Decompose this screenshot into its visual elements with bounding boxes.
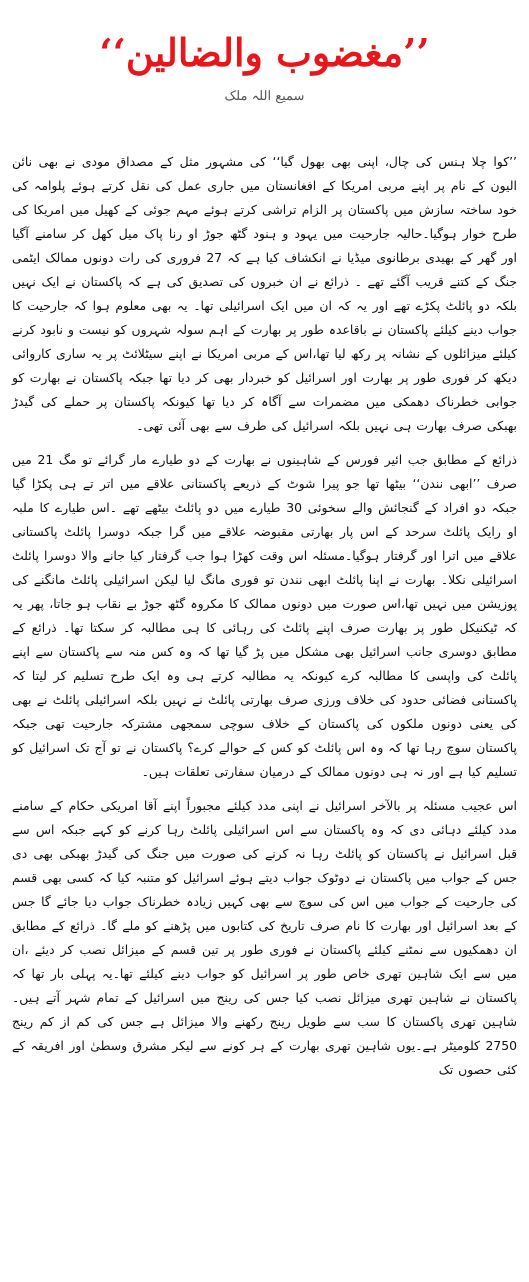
article-paragraph-3: اس عجیب مسئلہ پر بالآخر اسرائیل نے اپنی مدد کیلئے مجبوراً اپنے آقا امریکی حکام کے سامنے مدد کیلئے دہائی دی کہ وہ پاکستان سے اس اسرائیلی پائلٹ رہا کرنے کو کہے جبکہ اس سے قبل اسرائیل نے پاکستان کو پائلٹ رہا نہ کرنے کی صورت میں جنگ کی گیدڑ بھبکی بھی دی جس کے جواب میں پاکستان نے دوٹوک جواب دیتے ہوئے اسرائیل کو متنبہ کیا کہ کسی بھی قسم کی جارحیت کے جواب میں اس کی سوچ سے بھی کہیں زیادہ خطرناک جواب دیا جائے گا جس کے بعد اسرائیل اور بھارت کا نام صرف تاریخ کی کتابوں میں پڑھنے کو ملے گا۔ ذرائع کے مطابق ان دھمکیوں سے نمٹنے کیلئے پاکستان نے فوری طور پر تین قسم کے میزائل نصب کر دیئے ،ان میں سے ایک شاہین تھری خاص طور پر اسرائیل کو جواب دینے کیلئے تھا۔یہ پہلی بار تھا کہ پاکستان نے شاہین تھری میزائل نصب کیا جس کی رینج میں اسرائیل کے تمام شہر آتے ہیں۔شاہین تھری پاکستان کا سب سے طویل رینج رکھنے والا میزائل ہے جس کی کم از کم رینج 2750 کلومیٹر ہے۔یوں شاہین تھری بھارت کے ہر کونے سے لیکر مشرق وسطیٰ اور افریقہ کے کئی حصوں تک bbox=[12, 798, 517, 1077]
article-page bbox=[0, 24, 529, 1282]
article-body bbox=[12, 150, 517, 1082]
article-paragraph-2: ذرائع کے مطابق جب ائیر فورس کے شاہینوں نے بھارت کے دو طیارے مار گرائے تو مگ 21 میں صرف ’’ابھی نندن‘‘ بیٹھا تھا جو پیرا شوٹ کے ذریعے پاکستانی علاقے میں اتر تے ہی پکڑا گیا جبکہ دو افراد کے گنجائش والے سخوئی 30 طیارے میں دو پائلٹ بیٹھے تھے ۔اس طیارے کا ملبہ او رایک پائلٹ سرحد کے اس پار بھارتی مقبوضہ علاقے میں گرا جبکہ دوسرا پائلٹ پاکستانی علاقے میں اترا اور گرفتار ہوگیا۔مسئلہ اس وقت کھڑا ہوا جب گرفتار کیا جانے والا دوسرا پائلٹ اسرائیلی نکلا۔ بھارت نے اپنا پائلٹ ابھی نندن تو فوری مانگ لیا لیکن اسرائیلی پائلٹ مانگنے کی پوزیشن میں نہیں تھا،اس صورت میں دونوں ممالک کا مکروہ گٹھ جوڑ بے نقاب ہو جاتا، پھر یہ کہ ٹیکنیکل طور پر بھارت صرف اپنے پائلٹ کی رہائی کا ہی مطالبہ کر سکتا تھا۔ ذرائع کے مطابق دوسری جانب اسرائیل بھی مشکل میں پڑ گیا تھا کہ وہ کس منہ سے پاکستان سے اپنے پائلٹ کی واپسی کا مطالبہ کرے کیونکہ یہ مطالبہ کرتے ہی وہ ایک طرح تسلیم کر لیتا کہ پاکستانی فضائی حدود کی خلاف ورزی صرف بھارتی پائلٹ نے نہیں بلکہ اسرائیلی پائلٹ نے بھی کی یعنی دونوں ملکوں کی پاکستان کے خلاف سوچی سمجھی مشترکہ جارحیت تھی جبکہ پاکستان سوچ رہا تھا کہ وہ اس پائلٹ کو کس کے حوالے کرے؟ پاکستان نے تو آج تک اسرائیل کو تسلیم کیا ہے اور نہ ہی دونوں ممالک کے درمیان سفارتی تعلقات ہیں۔ bbox=[12, 452, 517, 779]
article-title: ’’مغضوب والضالین‘‘ bbox=[99, 30, 430, 75]
article-paragraph-1: ’’کوا چلا ہنس کی چال، اپنی بھی بھول گیا‘‘ کی مشہور مثل کے مصداق مودی نے بھی نائن الیون کے نام پر اپنے مربی امریکا کے افغانستان میں جاری عمل کی نقل کرتے ہوئے پلوامہ کی خود ساختہ سازش میں پاکستان پر الزام تراشی کرتے ہوئے مہم جوئی کے کھیل میں امریکا کی طرح خوار ہوگیا۔حالیہ جارحیت میں یہود و ہنود گٹھ جوڑ او رنا پاک میل کھل کر سامنے آگیا اور گھر کے بھیدی برطانوی میڈیا نے انکشاف کیا ہے کہ 27 فروری کی رات دونوں ممالک ایٹمی جنگ کے کتنے قریب آگئے تھے ۔ ذرائع نے ان خبروں کی تصدیق کی ہے کہ پاکستان نے ایک نہیں بلکہ دو پائلٹ پکڑے تھے اور یہ کہ ان میں ایک اسرائیلی تھا۔ یہ بھی معلوم ہوا کہ جارحیت کا جواب دینے کیلئے پاکستان نے باقاعدہ طور پر بھارت کے اہم سولہ شہروں کو نیست و نابود کرنے کیلئے میزائلوں کے نشانہ پر رکھ لیا تھا،اس کے مربی امریکا نے اپنے سیٹلائٹ پر یہ ساری کاروائی دیکھ کر فوری طور پر بھارت اور اسرائیل کو خبردار بھی کر دیا تھا جبکہ پاکستان نے بھارت کو جوابی خطرناک دھمکی میں مضمرات سے آگاہ کر دیا تھا کیونکہ پاکستان پر حملے کی گیدڑ بھبکی صرف بھارت ہی نہیں بلکہ اسرائیل کی طرف سے بھی آئی تھی۔ bbox=[12, 154, 517, 433]
author-byline: سمیع اللہ ملک bbox=[224, 89, 305, 104]
